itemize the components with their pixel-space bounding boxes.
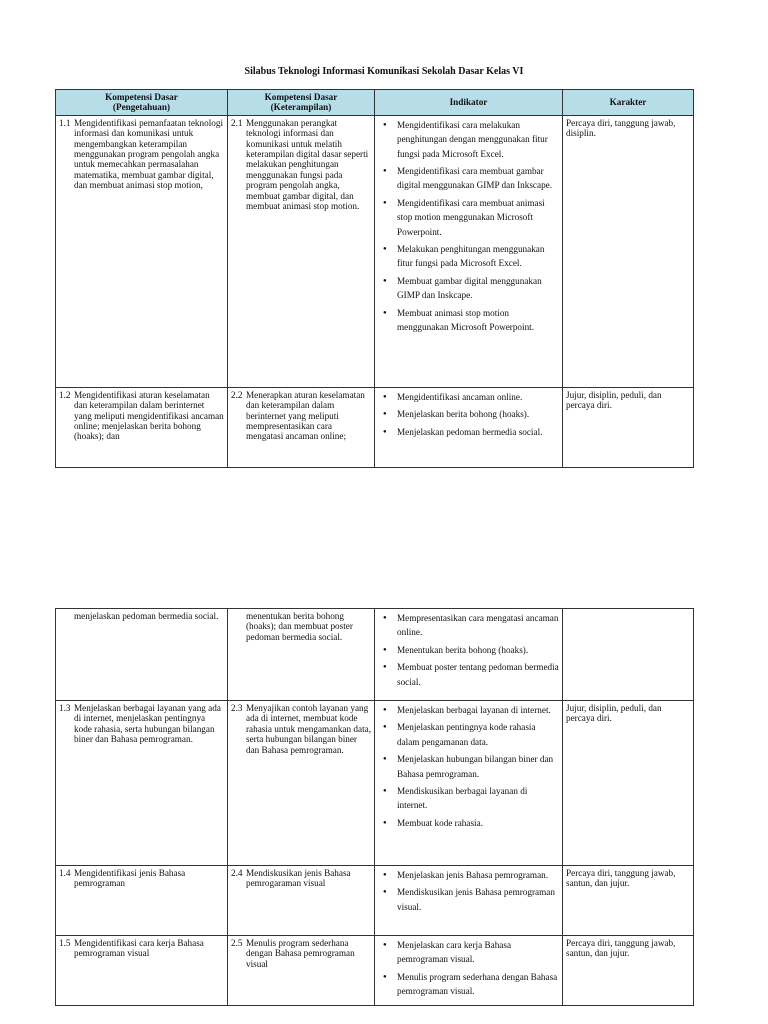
- kd-text: Menerapkan aturan keselamatan dan keterampilan dalam berinternet yang meliputi mempresentasikan cara mengatasi ancaman online;: [246, 389, 365, 442]
- kd-pengetahuan-cell: [56, 609, 228, 701]
- header-kd-keterampilan: Kompetensi Dasar (Keterampilan): [228, 90, 375, 116]
- indikator-item: ● Menjelaskan berbagai layanan di internet.: [397, 703, 559, 717]
- indikator-item: ● Mendiskusikan jenis Bahasa pemrograman visual.: [397, 885, 559, 914]
- indikator-item: ● Mengidentifikasi cara melakukan penghitungan dengan menggunakan fitur fungsi pada Microsoft Excel.: [397, 118, 559, 161]
- indikator-item: ● Membuat animasi stop motion menggunakan Microsoft Powerpoint.: [397, 306, 559, 335]
- table-header-row: [56, 90, 694, 116]
- kd-keterampilan-cell: [228, 115, 375, 387]
- kd-keterampilan-cell: [228, 609, 375, 701]
- kd-text: menjelaskan pedoman bermedia social.: [74, 611, 219, 621]
- indikator-cell: [375, 701, 563, 866]
- indikator-cell: [375, 115, 563, 387]
- indikator-item: ● Menjelaskan hubungan bilangan biner dan Bahasa pemrograman.: [397, 752, 559, 781]
- syllabus-table-page-2: [55, 608, 694, 1006]
- indikator-cell: [375, 866, 563, 936]
- kd-text: Menggunakan perangkat teknologi informasi dan komunikasi untuk melatih keterampilan digital dasar seperti melakukan penghitungan menggunakan fungsi pada program pengolah angka, membuat gambar digital, dan membuat animasi stop motion.: [246, 117, 369, 212]
- kd-pengetahuan-cell: [56, 936, 228, 1006]
- indikator-item: ● Melakukan penghitungan menggunakan fitur fungsi pada Microsoft Excel.: [397, 242, 559, 271]
- kd-number: [231, 611, 246, 642]
- kd-pengetahuan-cell: [56, 387, 228, 467]
- kd-text: Mengidentifikasi pemanfaatan teknologi informasi dan komunikasi untuk mengembangkan keterampilan menggunakan program pengolah angka untuk memecahkan permasalahan matematika, membuat gambar digital, dan membuat animasi stop motion,: [74, 117, 223, 191]
- kd-text: Menjelaskan berbagai layanan yang ada di internet, menjelaskan pentingnya kode rahasia, serta hubungan bilangan biner dan Bahasa pemrograman.: [74, 703, 221, 745]
- kd-number: 1.5: [59, 938, 71, 948]
- document-title: Silabus Teknologi Informasi Komunikasi Sekolah Dasar Kelas VI: [244, 66, 524, 77]
- indikator-cell: [375, 936, 563, 1006]
- kd-text: Mendiskusikan jenis Bahasa pemrogaraman visual: [246, 868, 351, 889]
- table-row: [56, 866, 694, 936]
- kd-text: Menulis program sederhana dengan Bahasa pemrograman visual: [246, 938, 355, 969]
- kd-pengetahuan-cell: [56, 701, 228, 866]
- indikator-item: ● Menjelaskan cara kerja Bahasa pemrograman visual.: [397, 938, 559, 967]
- karakter-cell: [563, 609, 694, 701]
- indikator-item: ● Mengidentifikasi cara membuat animasi stop motion menggunakan Microsoft Powerpoint.: [397, 196, 559, 239]
- indikator-item: ● Mempresentasikan cara mengatasi ancaman online.: [397, 611, 559, 640]
- karakter-cell: Percaya diri, tanggung jawab, disiplin.: [563, 115, 694, 387]
- kd-number: 2.5: [231, 938, 243, 948]
- indikator-item: ● Menjelaskan pentingnya kode rahasia dalam pengamanan data.: [397, 720, 559, 749]
- indikator-item: ● Membuat poster tentang pedoman bermedia social.: [397, 660, 559, 689]
- kd-number: 2.4: [231, 868, 243, 878]
- header-kd-pengetahuan: Kompetensi Dasar (Pengetahuan): [56, 90, 228, 116]
- kd-keterampilan-cell: [228, 701, 375, 866]
- table-row: [56, 936, 694, 1006]
- kd-number: 1.3: [59, 703, 71, 713]
- kd-number: 2.3: [231, 703, 243, 713]
- header-indikator: Indikator: [375, 90, 563, 116]
- syllabus-table-page-1: [55, 89, 694, 468]
- karakter-cell: Jujur, disiplin, peduli, dan percaya diri.: [563, 701, 694, 866]
- kd-keterampilan-cell: [228, 936, 375, 1006]
- karakter-cell: Percaya diri, tanggung jawab, santun, dan jujur.: [563, 936, 694, 1006]
- kd-number: 2.1: [231, 117, 243, 128]
- indikator-cell: [375, 387, 563, 467]
- table-row: [56, 609, 694, 701]
- table-row: [56, 387, 694, 467]
- indikator-item: ● Menjelaskan pedoman bermedia social.: [397, 425, 559, 439]
- karakter-cell: Jujur, disiplin, peduli, dan percaya diri.: [563, 387, 694, 467]
- kd-number: [59, 611, 74, 621]
- kd-text: menentukan berita bohong (hoaks); dan membuat poster pedoman bermedia social.: [246, 611, 353, 642]
- kd-text: Menyajikan contoh layanan yang ada di internet, membuat kode rahasia untuk mengamankan data, serta hubungan bilangan biner dan Bahasa pemrograman.: [246, 703, 372, 755]
- kd-text: Mengidentifikasi aturan keselamatan dan keterampilan dalam berinternet yang meliputi mengidentifikasi ancaman online; menjelaskan berita bohong (hoaks); dan: [74, 389, 224, 442]
- kd-number: 1.4: [59, 868, 71, 878]
- indikator-item: ● Menjelaskan berita bohong (hoaks).: [397, 407, 559, 421]
- indikator-item: ● Menentukan berita bohong (hoaks).: [397, 643, 559, 657]
- indikator-item: ● Mengidentifikasi ancaman online.: [397, 390, 559, 404]
- table-row: [56, 701, 694, 866]
- indikator-item: ● Menulis program sederhana dengan Bahasa pemrograman visual.: [397, 970, 559, 999]
- kd-keterampilan-cell: [228, 387, 375, 467]
- indikator-item: ● Membuat gambar digital menggunakan GIMP dan Inskcape.: [397, 274, 559, 303]
- indikator-item: ● Menjelaskan jenis Bahasa pemrograman.: [397, 868, 559, 882]
- kd-text: Mengidentifikasi cara kerja Bahasa pemrograman visual: [74, 938, 204, 959]
- karakter-cell: Percaya diri, tanggung jawab, santun, dan jujur.: [563, 866, 694, 936]
- header-karakter: Karakter: [563, 90, 694, 116]
- indikator-item: ● Membuat kode rahasia.: [397, 816, 559, 830]
- kd-number: 1.2: [59, 389, 71, 400]
- kd-pengetahuan-cell: [56, 115, 228, 387]
- kd-pengetahuan-cell: [56, 866, 228, 936]
- kd-text: Mengidentifikasi jenis Bahasa pemrograman: [74, 868, 186, 889]
- table-row: [56, 115, 694, 387]
- indikator-cell: [375, 609, 563, 701]
- kd-number: 2.2: [231, 389, 243, 400]
- kd-keterampilan-cell: [228, 866, 375, 936]
- indikator-item: ● Mengidentifikasi cara membuat gambar digital menggunakan GIMP dan Inkscape.: [397, 164, 559, 193]
- indikator-item: ● Mendiskusikan berbagai layanan di internet.: [397, 784, 559, 813]
- kd-number: 1.1: [59, 117, 71, 128]
